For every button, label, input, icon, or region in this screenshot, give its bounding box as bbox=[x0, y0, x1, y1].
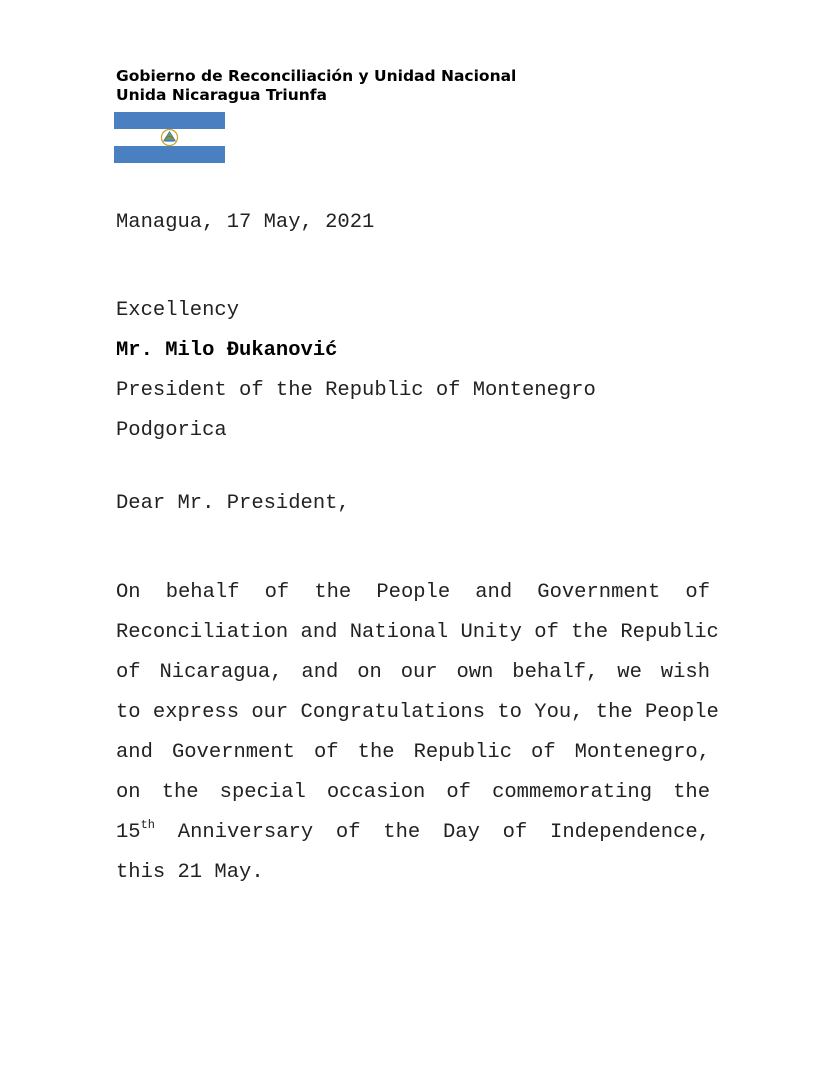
recipient-block bbox=[116, 291, 596, 451]
body-line: On behalf of the People and Government of bbox=[116, 581, 710, 604]
coat-of-arms-icon bbox=[162, 130, 178, 146]
recipient-salutation: Excellency bbox=[116, 299, 240, 322]
body-line: on the special occasion of commemorating the bbox=[116, 781, 710, 804]
body-line: this 21 May. bbox=[116, 861, 264, 884]
anniversary-number: 15 bbox=[116, 821, 141, 844]
body-line: Reconciliation and National Unity of the Republic bbox=[116, 621, 719, 644]
letter-body bbox=[116, 573, 719, 893]
body-line: and Government of the Republic of Montenegro, bbox=[116, 741, 710, 764]
letterhead bbox=[116, 67, 516, 105]
letterhead-government-name: Gobierno de Reconciliación y Unidad Nacional bbox=[116, 67, 517, 85]
nicaragua-flag-icon bbox=[114, 112, 225, 163]
letterhead-slogan: Unida Nicaragua Triunfa bbox=[116, 86, 328, 104]
recipient-name: Mr. Milo Đukanović bbox=[116, 339, 338, 362]
recipient-city: Podgorica bbox=[116, 419, 227, 442]
recipient-position: President of the Republic of Montenegro bbox=[116, 379, 596, 402]
letter-greeting: Dear Mr. President, bbox=[116, 492, 350, 515]
letter-date: Managua, 17 May, 2021 bbox=[116, 211, 375, 234]
body-line: to express our Congratulations to You, the People bbox=[116, 701, 719, 724]
body-line: of Nicaragua, and on our own behalf, we wish bbox=[116, 661, 710, 684]
anniversary-text: Anniversary of the Day of Independence, bbox=[155, 821, 710, 844]
ordinal-suffix: th bbox=[140, 818, 156, 832]
body-line-anniversary bbox=[116, 813, 710, 853]
